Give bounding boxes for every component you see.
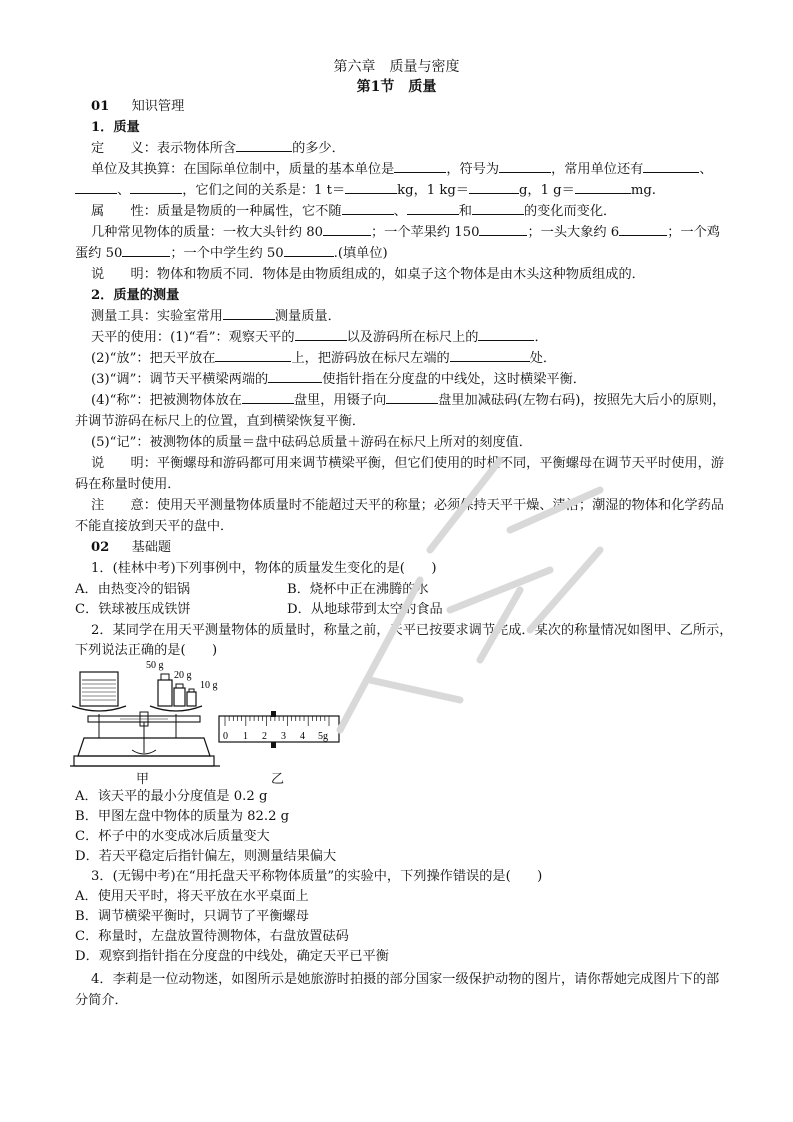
blank: [478, 328, 534, 341]
def-line: 定 义：表示物体所含 的多少．: [91, 141, 345, 156]
q1-line: 1．(桂林中考)下列事例中，物体的质量发生变化的是( ): [91, 561, 437, 576]
prop-line: 属 性：质量是物质的一种属性，它不随 、 和 的变化而变化．: [91, 204, 617, 219]
q2-option-a: A．该天平的最小分度值是 0.2 g: [75, 789, 268, 804]
scale-tick-4: 4: [300, 731, 305, 742]
q1-options-row-2: [75, 600, 443, 620]
common-line-2: 蛋约 50 ；一个中学生约 50 .(填单位): [75, 246, 388, 261]
q4-line: 4．李莉是一位动物迷，如图所示是她旅游时拍摄的部分国家一级保护动物的图片，请你帮她完成图片下的部: [91, 972, 720, 987]
q3-option-b: B．调节横梁平衡时，只调节了平衡螺母: [75, 909, 309, 924]
blank: [242, 391, 294, 404]
q1-option-d: D．从地球带到太空的食品: [287, 602, 443, 617]
scale-tick-3: 3: [281, 731, 286, 742]
blank: [575, 181, 631, 194]
blank: [284, 244, 334, 257]
q2-option-c: C．杯子中的水变成冰后质量变大: [75, 829, 270, 844]
q3-line: 3．(无锡中考)在“用托盘天平称物体质量”的实验中，下列操作错误的是( ): [91, 869, 543, 884]
figure-caption-yi: 乙: [271, 772, 285, 787]
blank: [394, 160, 446, 173]
part1-number: 01: [91, 99, 110, 114]
part1-title: 知识管理: [131, 99, 185, 114]
blank: [268, 370, 322, 383]
tool-line: 测量工具：实验室常用 测量质量．: [91, 309, 341, 324]
q2-line: 2．某同学在用天平测量物体的质量时，称量之前，天平已按要求调节完成．某次的称量情况如图甲、乙所示，: [91, 623, 733, 638]
blank: [122, 244, 170, 257]
use3-line: (3)“调”：调节天平横梁两端的 使指针指在分度盘的中线处，这时横梁平衡．: [91, 372, 586, 387]
s2-title: 2．质量的测量: [91, 288, 180, 303]
figure-caption-jia: 甲: [136, 772, 150, 787]
note2-line: 说 明：平衡螺母和游码都可用来调节横梁平衡，但它们使用的时机不同，平衡螺母在调节天平时使用，游: [91, 456, 724, 471]
balance-figure: [70, 658, 220, 783]
q3-option-c: C．称量时，左盘放置待测物体，右盘放置砝码: [75, 929, 349, 944]
q2-option-d: D．若天平稳定后指针偏左，则测量结果偏大: [75, 849, 337, 864]
section-title: 第1节 质量: [356, 79, 437, 95]
q4-line-2: 分简介．: [75, 993, 128, 1008]
blank: [472, 202, 524, 215]
weight-label-50g: 50 g: [146, 660, 164, 671]
scale-tick-5g: 5g: [318, 731, 328, 742]
blank: [223, 307, 275, 320]
q3-option-a: A．使用天平时，将天平放在水平桌面上: [75, 889, 309, 904]
q1-option-b: B．烧杯中正在沸腾的水: [287, 582, 429, 597]
use4-line-2: 并调节游码在标尺上的位置，直到横梁恢复平衡．: [75, 414, 366, 429]
blank: [345, 181, 397, 194]
note2-line-2: 码在称量时使用．: [75, 477, 181, 492]
q1-option-c: C．铁球被压成铁饼: [75, 602, 191, 617]
blank: [75, 181, 117, 194]
q1-options-row-1: [75, 580, 429, 600]
blank: [499, 160, 551, 173]
q2-option-b: B．甲图左盘中物体的质量为 82.2 g: [75, 809, 290, 824]
blank: [386, 391, 438, 404]
blank: [407, 202, 459, 215]
part1-heading: [91, 97, 184, 117]
unit-line: 单位及其换算：在国际单位制中，质量的基本单位是 ，符号为 ，常用单位还有 、: [91, 162, 713, 177]
common-line: 几种常见物体的质量：一枚大头针约 80 ；一个苹果约 150 ；一头大象约 6 ；一个鸡: [91, 225, 720, 240]
chapter-title: 第六章 质量与密度: [333, 59, 460, 75]
part2-number: 02: [91, 540, 110, 555]
blank: [479, 223, 527, 236]
use4-line: (4)“称”：把被测物体放在 盘里，用镊子向 盘里加减砝码(左物右码)，按照先大后小的原则，: [91, 393, 726, 408]
q1-option-a: A．由热变冷的铝锅: [75, 582, 191, 597]
blank: [215, 349, 291, 362]
part2-heading: [91, 538, 171, 558]
blank: [643, 160, 699, 173]
blank: [323, 223, 371, 236]
blank: [295, 328, 347, 341]
warn-line: 注 意：使用天平测量物体质量时不能超过天平的称量；必须保持天平干燥、清洁；潮湿的物体和化学药品: [91, 498, 724, 513]
use2-line: (2)“放”：把天平放在 上，把游码放在标尺左端的 处．: [91, 351, 557, 366]
part2-title: 基础题: [131, 540, 172, 555]
scale-tick-1: 1: [243, 731, 248, 742]
scale-tick-2: 2: [262, 731, 267, 742]
blank: [450, 349, 530, 362]
blank: [469, 181, 519, 194]
q3-option-d: D．观察到指针指在分度盘的中线处，确定天平已平衡: [75, 949, 389, 964]
scale-tick-0: 0: [223, 731, 228, 742]
blank: [619, 223, 667, 236]
weight-label-20g: 20 g: [174, 670, 192, 681]
blank: [342, 202, 394, 215]
use1-line: 天平的使用：(1)“看”：观察天平的 以及游码所在标尺上的 ．: [91, 330, 548, 345]
blank: [236, 139, 292, 152]
warn-line-2: 不能直接放到天平的盘中．: [75, 519, 234, 534]
s1-title: 1．质量: [91, 120, 140, 135]
unit-line-2: 、 ，它们之间的关系是：1 t＝ kg，1 kg＝ g，1 g＝ mg.: [75, 181, 656, 201]
use5-line: (5)“记”：被测物体的质量＝盘中砝码总质量＋游码在标尺上所对的刻度值．: [91, 435, 532, 450]
blank: [130, 181, 182, 194]
weight-label-10g: 10 g: [200, 680, 218, 691]
note-line: 说 明：物体和物质不同．物体是由物质组成的，如桌子这个物体是由木头这种物质组成的．: [91, 267, 645, 282]
q2-line-2: 下列说法正确的是( ): [75, 643, 218, 658]
